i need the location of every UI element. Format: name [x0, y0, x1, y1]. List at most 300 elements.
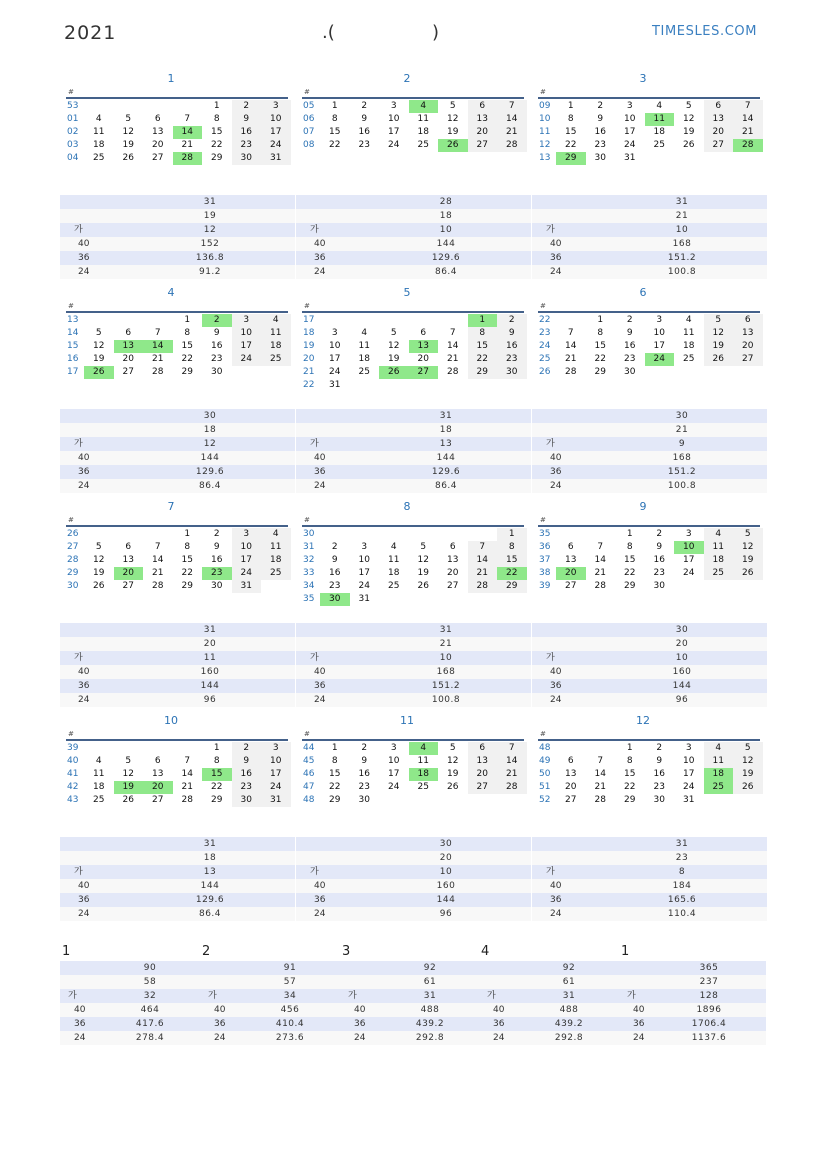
day-cell[interactable]: 21	[594, 782, 606, 792]
day-cell[interactable]: 1	[567, 101, 574, 111]
day-cell[interactable]: 19	[447, 127, 459, 137]
day-cell[interactable]: 16	[232, 126, 262, 139]
day-cell[interactable]: 31	[329, 380, 341, 390]
day-cell[interactable]: 22	[594, 354, 606, 364]
day-cell[interactable]: 6	[420, 328, 427, 338]
day-cell[interactable]: 10	[674, 541, 704, 554]
day-cell[interactable]: 5	[733, 742, 763, 755]
day-cell[interactable]: 4	[261, 314, 291, 327]
day-cell[interactable]: 1	[213, 101, 220, 111]
site-logo[interactable]: TIMESLES.COM	[652, 24, 758, 39]
day-cell[interactable]: 22	[329, 782, 341, 792]
day-cell[interactable]: 14	[143, 340, 173, 353]
day-cell[interactable]: 21	[181, 140, 193, 150]
day-cell[interactable]: 12	[704, 327, 734, 340]
day-cell[interactable]: 15	[181, 341, 193, 351]
day-cell[interactable]: 26	[417, 581, 429, 591]
day-cell[interactable]: 10	[388, 756, 400, 766]
day-cell[interactable]: 23	[202, 567, 232, 580]
day-cell[interactable]: 4	[409, 742, 439, 755]
day-cell[interactable]: 21	[447, 354, 459, 364]
day-cell[interactable]: 29	[181, 367, 193, 377]
day-cell[interactable]: 19	[122, 140, 134, 150]
day-cell[interactable]: 4	[704, 742, 734, 755]
day-cell[interactable]: 1	[331, 743, 338, 753]
day-cell[interactable]: 3	[685, 529, 692, 539]
day-cell[interactable]: 26	[733, 781, 763, 794]
day-cell[interactable]: 10	[388, 114, 400, 124]
day-cell[interactable]: 21	[565, 354, 577, 364]
day-cell[interactable]: 31	[261, 794, 291, 807]
day-cell[interactable]: 17	[653, 341, 665, 351]
day-cell[interactable]: 10	[624, 114, 636, 124]
day-cell[interactable]: 20	[565, 782, 577, 792]
day-cell[interactable]: 13	[468, 113, 498, 126]
day-cell[interactable]: 19	[683, 127, 695, 137]
day-cell[interactable]: 16	[211, 341, 223, 351]
day-cell[interactable]: 4	[261, 528, 291, 541]
day-cell[interactable]: 2	[361, 743, 368, 753]
day-cell[interactable]: 16	[211, 555, 223, 565]
day-cell[interactable]: 14	[181, 769, 193, 779]
day-cell[interactable]: 14	[173, 126, 203, 139]
day-cell[interactable]: 2	[656, 529, 663, 539]
day-cell[interactable]: 11	[417, 114, 429, 124]
day-cell[interactable]: 24	[645, 353, 675, 366]
day-cell[interactable]: 2	[232, 100, 262, 113]
day-cell[interactable]: 17	[232, 340, 262, 353]
day-cell[interactable]: 5	[390, 328, 397, 338]
day-cell[interactable]: 29	[594, 367, 606, 377]
day-cell[interactable]: 29	[211, 795, 223, 805]
day-cell[interactable]: 20	[556, 567, 586, 580]
day-cell[interactable]: 16	[358, 127, 370, 137]
day-cell[interactable]: 15	[594, 341, 606, 351]
day-cell[interactable]: 8	[213, 756, 220, 766]
day-cell[interactable]: 6	[704, 100, 734, 113]
day-cell[interactable]: 6	[125, 328, 132, 338]
day-cell[interactable]: 9	[331, 555, 338, 565]
day-cell[interactable]: 21	[497, 126, 527, 139]
day-cell[interactable]: 11	[417, 756, 429, 766]
day-cell[interactable]: 28	[468, 580, 498, 593]
day-cell[interactable]: 23	[358, 782, 370, 792]
day-cell[interactable]: 18	[409, 768, 439, 781]
day-cell[interactable]: 21	[733, 126, 763, 139]
day-cell[interactable]: 3	[261, 742, 291, 755]
day-cell[interactable]: 25	[417, 782, 429, 792]
day-cell[interactable]: 18	[93, 782, 105, 792]
day-cell[interactable]: 3	[390, 743, 397, 753]
day-cell[interactable]: 16	[358, 769, 370, 779]
day-cell[interactable]: 9	[626, 328, 633, 338]
day-cell[interactable]: 6	[468, 100, 498, 113]
day-cell[interactable]: 12	[733, 541, 763, 554]
day-cell[interactable]: 14	[447, 341, 459, 351]
day-cell[interactable]: 22	[211, 782, 223, 792]
day-cell[interactable]: 6	[468, 742, 498, 755]
day-cell[interactable]: 24	[388, 782, 400, 792]
day-cell[interactable]: 26	[447, 782, 459, 792]
day-cell[interactable]: 28	[181, 795, 193, 805]
day-cell[interactable]: 9	[361, 756, 368, 766]
day-cell[interactable]: 17	[683, 769, 695, 779]
day-cell[interactable]: 27	[152, 795, 164, 805]
day-cell[interactable]: 1	[213, 743, 220, 753]
day-cell[interactable]: 22	[211, 140, 223, 150]
day-cell[interactable]: 9	[597, 114, 604, 124]
day-cell[interactable]: 22	[624, 568, 636, 578]
day-cell[interactable]: 15	[202, 768, 232, 781]
day-cell[interactable]: 23	[329, 581, 341, 591]
day-cell[interactable]: 10	[232, 327, 262, 340]
day-cell[interactable]: 16	[653, 769, 665, 779]
day-cell[interactable]: 11	[704, 541, 734, 554]
day-cell[interactable]: 14	[594, 555, 606, 565]
day-cell[interactable]: 29	[497, 580, 527, 593]
day-cell[interactable]: 10	[329, 341, 341, 351]
day-cell[interactable]: 30	[232, 794, 262, 807]
day-cell[interactable]: 25	[417, 140, 429, 150]
day-cell[interactable]: 12	[93, 555, 105, 565]
day-cell[interactable]: 28	[497, 139, 527, 152]
day-cell[interactable]: 7	[597, 542, 604, 552]
day-cell[interactable]: 8	[331, 114, 338, 124]
day-cell[interactable]: 27	[122, 581, 134, 591]
day-cell[interactable]: 3	[626, 101, 633, 111]
day-cell[interactable]: 15	[181, 555, 193, 565]
day-cell[interactable]: 27	[704, 139, 734, 152]
day-cell[interactable]: 4	[390, 542, 397, 552]
day-cell[interactable]: 18	[388, 568, 400, 578]
day-cell[interactable]: 19	[417, 568, 429, 578]
day-cell[interactable]: 26	[122, 153, 134, 163]
day-cell[interactable]: 12	[683, 114, 695, 124]
day-cell[interactable]: 5	[125, 756, 132, 766]
day-cell[interactable]: 3	[232, 528, 262, 541]
day-cell[interactable]: 7	[154, 328, 161, 338]
day-cell[interactable]: 27	[733, 353, 763, 366]
day-cell[interactable]: 20	[447, 568, 459, 578]
day-cell[interactable]: 30	[497, 366, 527, 379]
day-cell[interactable]: 25	[704, 781, 734, 794]
day-cell[interactable]: 22	[497, 567, 527, 580]
day-cell[interactable]: 8	[184, 542, 191, 552]
day-cell[interactable]: 17	[624, 127, 636, 137]
day-cell[interactable]: 20	[143, 781, 173, 794]
day-cell[interactable]: 1	[626, 743, 633, 753]
day-cell[interactable]: 20	[704, 126, 734, 139]
day-cell[interactable]: 18	[704, 768, 734, 781]
day-cell[interactable]: 24	[683, 782, 695, 792]
day-cell[interactable]: 24	[388, 140, 400, 150]
day-cell[interactable]: 25	[388, 581, 400, 591]
day-cell[interactable]: 31	[683, 795, 695, 805]
day-cell[interactable]: 6	[154, 114, 161, 124]
day-cell[interactable]: 1	[184, 315, 191, 325]
day-cell[interactable]: 26	[683, 140, 695, 150]
day-cell[interactable]: 9	[361, 114, 368, 124]
day-cell[interactable]: 7	[733, 100, 763, 113]
day-cell[interactable]: 21	[152, 568, 164, 578]
day-cell[interactable]: 24	[261, 139, 291, 152]
day-cell[interactable]: 23	[653, 782, 665, 792]
day-cell[interactable]: 7	[184, 114, 191, 124]
day-cell[interactable]: 28	[594, 581, 606, 591]
day-cell[interactable]: 26	[379, 366, 409, 379]
day-cell[interactable]: 28	[152, 581, 164, 591]
day-cell[interactable]: 4	[685, 315, 692, 325]
day-cell[interactable]: 28	[497, 781, 527, 794]
day-cell[interactable]: 12	[122, 769, 134, 779]
day-cell[interactable]: 5	[449, 743, 456, 753]
day-cell[interactable]: 5	[449, 101, 456, 111]
day-cell[interactable]: 18	[358, 354, 370, 364]
day-cell[interactable]: 13	[468, 755, 498, 768]
day-cell[interactable]: 23	[358, 140, 370, 150]
day-cell[interactable]: 24	[232, 353, 262, 366]
day-cell[interactable]: 9	[213, 542, 220, 552]
day-cell[interactable]: 19	[447, 769, 459, 779]
day-cell[interactable]: 8	[184, 328, 191, 338]
day-cell[interactable]: 11	[388, 555, 400, 565]
day-cell[interactable]: 25	[653, 140, 665, 150]
day-cell[interactable]: 30	[653, 795, 665, 805]
day-cell[interactable]: 26	[84, 366, 114, 379]
day-cell[interactable]: 29	[624, 795, 636, 805]
day-cell[interactable]: 5	[95, 542, 102, 552]
day-cell[interactable]: 25	[93, 795, 105, 805]
day-cell[interactable]: 2	[597, 101, 604, 111]
day-cell[interactable]: 26	[704, 353, 734, 366]
day-cell[interactable]: 2	[331, 542, 338, 552]
day-cell[interactable]: 16	[624, 341, 636, 351]
day-cell[interactable]: 22	[565, 140, 577, 150]
day-cell[interactable]: 15	[497, 554, 527, 567]
day-cell[interactable]: 19	[93, 568, 105, 578]
day-cell[interactable]: 31	[358, 594, 370, 604]
day-cell[interactable]: 20	[468, 768, 498, 781]
day-cell[interactable]: 19	[388, 354, 400, 364]
day-cell[interactable]: 2	[202, 314, 232, 327]
day-cell[interactable]: 30	[211, 367, 223, 377]
day-cell[interactable]: 21	[594, 568, 606, 578]
day-cell[interactable]: 18	[93, 140, 105, 150]
day-cell[interactable]: 27	[447, 581, 459, 591]
day-cell[interactable]: 3	[331, 328, 338, 338]
day-cell[interactable]: 11	[261, 327, 291, 340]
day-cell[interactable]: 13	[565, 555, 577, 565]
day-cell[interactable]: 13	[565, 769, 577, 779]
day-cell[interactable]: 27	[565, 581, 577, 591]
day-cell[interactable]: 23	[624, 354, 636, 364]
day-cell[interactable]: 14	[468, 554, 498, 567]
day-cell[interactable]: 2	[626, 315, 633, 325]
day-cell[interactable]: 2	[656, 743, 663, 753]
day-cell[interactable]: 28	[594, 795, 606, 805]
day-cell[interactable]: 7	[154, 542, 161, 552]
day-cell[interactable]: 24	[358, 581, 370, 591]
day-cell[interactable]: 7	[597, 756, 604, 766]
day-cell[interactable]: 11	[358, 341, 370, 351]
day-cell[interactable]: 12	[733, 755, 763, 768]
day-cell[interactable]: 8	[626, 542, 633, 552]
day-cell[interactable]: 19	[733, 554, 763, 567]
day-cell[interactable]: 4	[361, 328, 368, 338]
day-cell[interactable]: 7	[449, 328, 456, 338]
day-cell[interactable]: 5	[733, 528, 763, 541]
day-cell[interactable]: 1	[331, 101, 338, 111]
day-cell[interactable]: 30	[232, 152, 262, 165]
day-cell[interactable]: 7	[184, 756, 191, 766]
day-cell[interactable]: 26	[93, 581, 105, 591]
day-cell[interactable]: 3	[390, 101, 397, 111]
day-cell[interactable]: 12	[447, 756, 459, 766]
day-cell[interactable]: 2	[232, 742, 262, 755]
day-cell[interactable]: 11	[93, 127, 105, 137]
day-cell[interactable]: 9	[656, 756, 663, 766]
day-cell[interactable]: 29	[624, 581, 636, 591]
day-cell[interactable]: 7	[567, 328, 574, 338]
day-cell[interactable]: 15	[624, 555, 636, 565]
day-cell[interactable]: 8	[567, 114, 574, 124]
day-cell[interactable]: 8	[213, 114, 220, 124]
day-cell[interactable]: 17	[329, 354, 341, 364]
day-cell[interactable]: 15	[468, 340, 498, 353]
day-cell[interactable]: 18	[683, 341, 695, 351]
day-cell[interactable]: 5	[704, 314, 734, 327]
day-cell[interactable]: 1	[497, 528, 527, 541]
day-cell[interactable]: 17	[261, 768, 291, 781]
day-cell[interactable]: 12	[93, 341, 105, 351]
day-cell[interactable]: 8	[468, 327, 498, 340]
day-cell[interactable]: 20	[122, 354, 134, 364]
day-cell[interactable]: 21	[181, 782, 193, 792]
day-cell[interactable]: 24	[329, 367, 341, 377]
day-cell[interactable]: 17	[388, 127, 400, 137]
day-cell[interactable]: 13	[704, 113, 734, 126]
day-cell[interactable]: 14	[497, 113, 527, 126]
day-cell[interactable]: 23	[594, 140, 606, 150]
day-cell[interactable]: 13	[152, 127, 164, 137]
day-cell[interactable]: 16	[653, 555, 665, 565]
day-cell[interactable]: 6	[567, 756, 574, 766]
day-cell[interactable]: 13	[114, 340, 144, 353]
day-cell[interactable]: 25	[358, 367, 370, 377]
day-cell[interactable]: 28	[733, 139, 763, 152]
day-cell[interactable]: 15	[329, 769, 341, 779]
day-cell[interactable]: 17	[232, 554, 262, 567]
day-cell[interactable]: 14	[152, 555, 164, 565]
day-cell[interactable]: 27	[409, 366, 439, 379]
day-cell[interactable]: 10	[261, 755, 291, 768]
day-cell[interactable]: 20	[417, 354, 429, 364]
day-cell[interactable]: 31	[261, 152, 291, 165]
day-cell[interactable]: 6	[733, 314, 763, 327]
day-cell[interactable]: 30	[211, 581, 223, 591]
day-cell[interactable]: 8	[497, 541, 527, 554]
day-cell[interactable]: 18	[417, 127, 429, 137]
day-cell[interactable]: 22	[181, 568, 193, 578]
day-cell[interactable]: 19	[114, 781, 144, 794]
day-cell[interactable]: 27	[565, 795, 577, 805]
day-cell[interactable]: 22	[624, 782, 636, 792]
day-cell[interactable]: 20	[733, 340, 763, 353]
day-cell[interactable]: 25	[261, 567, 291, 580]
day-cell[interactable]: 16	[329, 568, 341, 578]
day-cell[interactable]: 25	[683, 354, 695, 364]
day-cell[interactable]: 5	[685, 101, 692, 111]
day-cell[interactable]: 27	[152, 153, 164, 163]
day-cell[interactable]: 4	[95, 756, 102, 766]
day-cell[interactable]: 9	[232, 113, 262, 126]
day-cell[interactable]: 27	[468, 781, 498, 794]
day-cell[interactable]: 3	[232, 314, 262, 327]
day-cell[interactable]: 12	[447, 114, 459, 124]
day-cell[interactable]: 2	[497, 314, 527, 327]
day-cell[interactable]: 7	[497, 100, 527, 113]
day-cell[interactable]: 13	[447, 555, 459, 565]
day-cell[interactable]: 13	[122, 555, 134, 565]
day-cell[interactable]: 22	[181, 354, 193, 364]
day-cell[interactable]: 29	[556, 152, 586, 165]
day-cell[interactable]: 3	[656, 315, 663, 325]
day-cell[interactable]: 30	[653, 581, 665, 591]
day-cell[interactable]: 16	[594, 127, 606, 137]
day-cell[interactable]: 13	[152, 769, 164, 779]
day-cell[interactable]: 25	[261, 353, 291, 366]
day-cell[interactable]: 2	[213, 529, 220, 539]
day-cell[interactable]: 13	[733, 327, 763, 340]
day-cell[interactable]: 4	[704, 528, 734, 541]
day-cell[interactable]: 8	[597, 328, 604, 338]
day-cell[interactable]: 16	[497, 340, 527, 353]
day-cell[interactable]: 30	[320, 593, 350, 606]
day-cell[interactable]: 17	[261, 126, 291, 139]
day-cell[interactable]: 27	[122, 367, 134, 377]
day-cell[interactable]: 12	[388, 341, 400, 351]
day-cell[interactable]: 5	[125, 114, 132, 124]
day-cell[interactable]: 29	[211, 153, 223, 163]
day-cell[interactable]: 1	[626, 529, 633, 539]
day-cell[interactable]: 5	[420, 542, 427, 552]
day-cell[interactable]: 31	[232, 580, 262, 593]
day-cell[interactable]: 12	[417, 555, 429, 565]
day-cell[interactable]: 26	[438, 139, 468, 152]
day-cell[interactable]: 12	[122, 127, 134, 137]
day-cell[interactable]: 10	[261, 113, 291, 126]
day-cell[interactable]: 9	[656, 542, 663, 552]
day-cell[interactable]: 30	[624, 367, 636, 377]
day-cell[interactable]: 21	[468, 567, 498, 580]
day-cell[interactable]: 14	[733, 113, 763, 126]
day-cell[interactable]: 18	[653, 127, 665, 137]
day-cell[interactable]: 24	[624, 140, 636, 150]
day-cell[interactable]: 23	[211, 354, 223, 364]
day-cell[interactable]: 28	[173, 152, 203, 165]
day-cell[interactable]: 22	[468, 353, 498, 366]
day-cell[interactable]: 15	[211, 127, 223, 137]
day-cell[interactable]: 11	[261, 541, 291, 554]
day-cell[interactable]: 9	[213, 328, 220, 338]
day-cell[interactable]: 6	[154, 756, 161, 766]
day-cell[interactable]: 8	[331, 756, 338, 766]
day-cell[interactable]: 19	[93, 354, 105, 364]
day-cell[interactable]: 1	[468, 314, 498, 327]
day-cell[interactable]: 15	[565, 127, 577, 137]
day-cell[interactable]: 20	[114, 567, 144, 580]
day-cell[interactable]: 25	[93, 153, 105, 163]
